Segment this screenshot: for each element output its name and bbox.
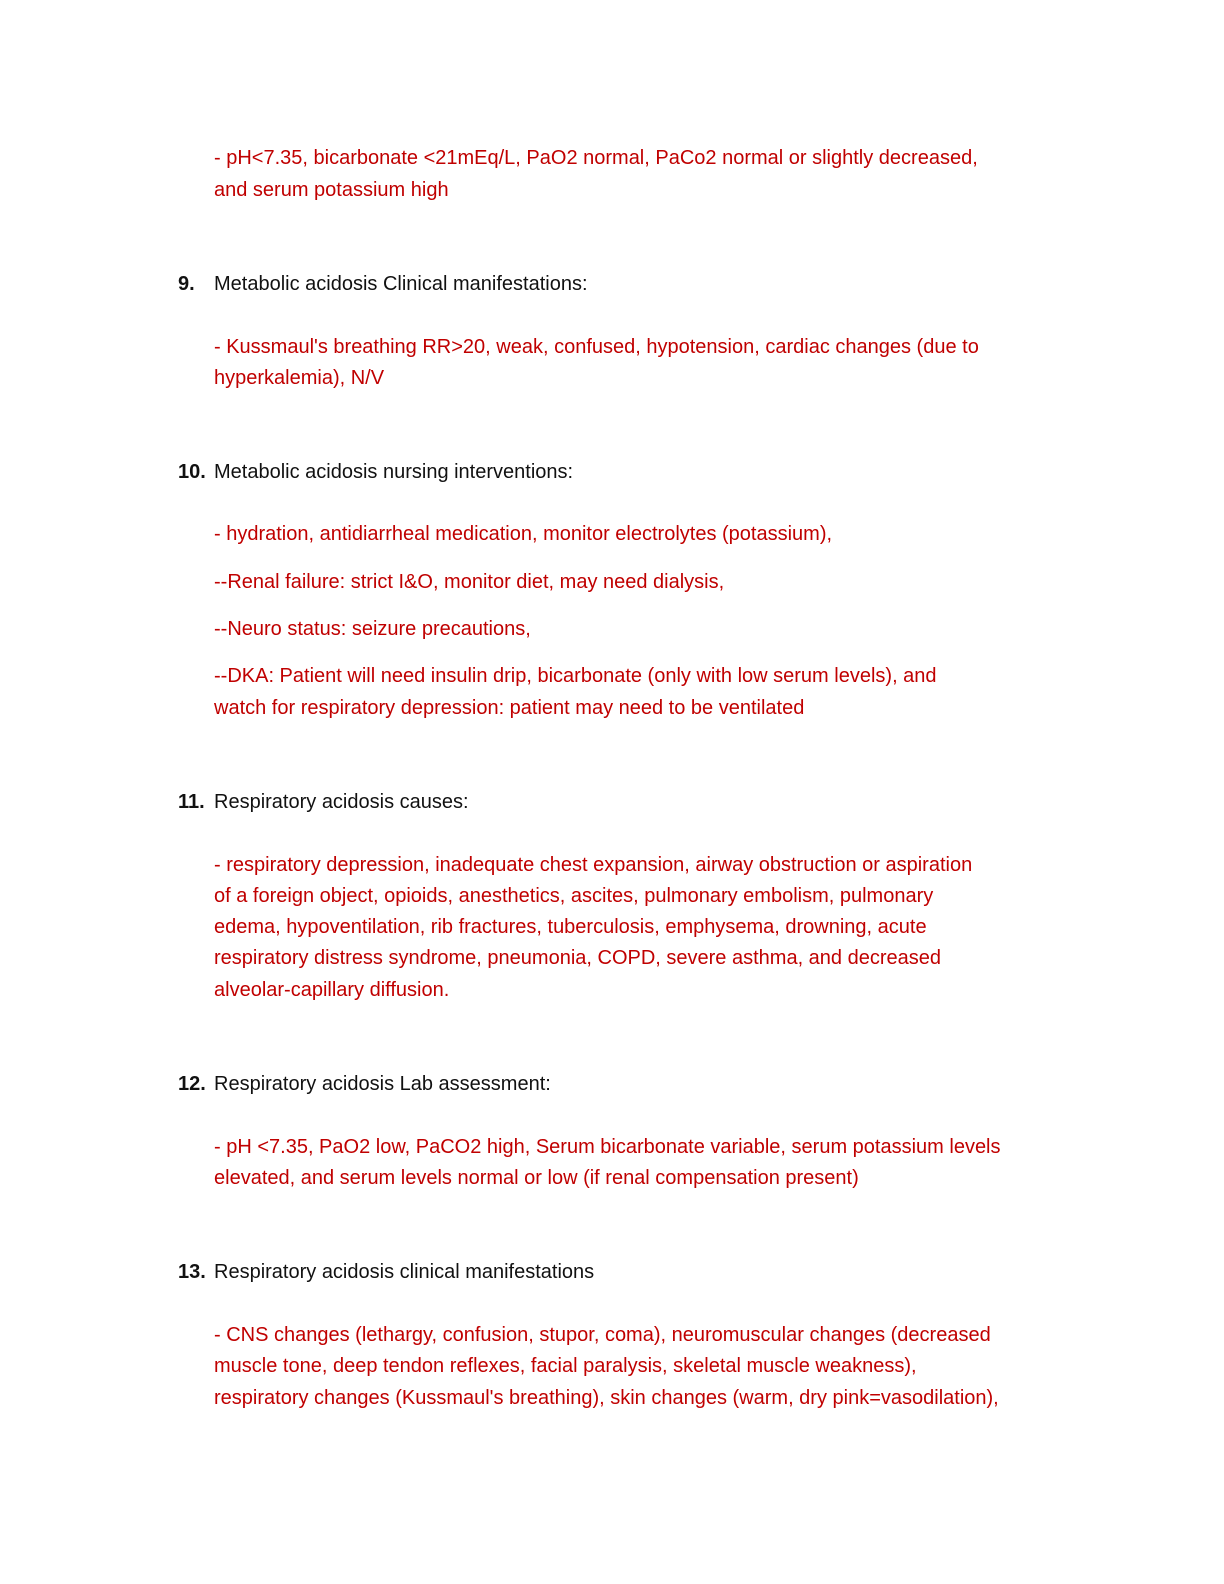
question-text: Metabolic acidosis nursing interventions: — [214, 461, 574, 483]
question-number: 12. — [178, 1073, 206, 1095]
answer-10-line-4: --DKA: Patient will need insulin drip, bicarbonate (only with low serum levels), and — [214, 665, 937, 687]
answer-13-line-1: - CNS changes (lethargy, confusion, stupor, coma), neuromuscular changes (decreased — [214, 1324, 991, 1346]
question-text: Respiratory acidosis Lab assessment: — [214, 1073, 551, 1095]
answer-10-line-3: --Neuro status: seizure precautions, — [214, 618, 531, 640]
answer-11-line-3: edema, hypoventilation, rib fractures, tuberculosis, emphysema, drowning, acute — [214, 916, 927, 938]
answer-12-line-2: elevated, and serum levels normal or low (if renal compensation present) — [214, 1167, 859, 1189]
answer-13-line-3: respiratory changes (Kussmaul's breathing), skin changes (warm, dry pink=vasodilation), — [214, 1387, 999, 1409]
question-9 — [178, 272, 588, 296]
answer-11-line-5: alveolar-capillary diffusion. — [214, 979, 450, 1001]
answer-8-line-1: - pH<7.35, bicarbonate <21mEq/L, PaO2 normal, PaCo2 normal or slightly decreased, — [214, 147, 978, 169]
answer-12-line-1: - pH <7.35, PaO2 low, PaCO2 high, Serum bicarbonate variable, serum potassium levels — [214, 1136, 1001, 1158]
answer-11-line-1: - respiratory depression, inadequate chest expansion, airway obstruction or aspiration — [214, 854, 973, 876]
answer-9-line-2: hyperkalemia), N/V — [214, 367, 385, 389]
question-12 — [178, 1072, 551, 1096]
question-number: 11. — [178, 791, 205, 813]
answer-10-line-5: watch for respiratory depression: patient may need to be ventilated — [214, 697, 805, 719]
question-text: Respiratory acidosis causes: — [214, 791, 469, 813]
answer-9-line-1: - Kussmaul's breathing RR>20, weak, confused, hypotension, cardiac changes (due to — [214, 336, 979, 358]
question-11 — [178, 790, 469, 814]
answer-10-line-1: - hydration, antidiarrheal medication, monitor electrolytes (potassium), — [214, 523, 833, 545]
question-text: Metabolic acidosis Clinical manifestations: — [214, 273, 588, 295]
answer-8-line-2: and serum potassium high — [214, 179, 449, 201]
question-13 — [178, 1260, 594, 1284]
question-number: 13. — [178, 1261, 206, 1283]
question-number: 10. — [178, 461, 206, 483]
question-10 — [178, 460, 573, 484]
question-number: 9. — [178, 273, 195, 295]
answer-13-line-2: muscle tone, deep tendon reflexes, facial paralysis, skeletal muscle weakness), — [214, 1355, 917, 1377]
answer-11-line-4: respiratory distress syndrome, pneumonia, COPD, severe asthma, and decreased — [214, 947, 942, 969]
answer-11-line-2: of a foreign object, opioids, anesthetics, ascites, pulmonary embolism, pulmonary — [214, 885, 934, 907]
question-text: Respiratory acidosis clinical manifestations — [214, 1261, 595, 1283]
answer-10-line-2: --Renal failure: strict I&O, monitor diet, may need dialysis, — [214, 571, 725, 593]
